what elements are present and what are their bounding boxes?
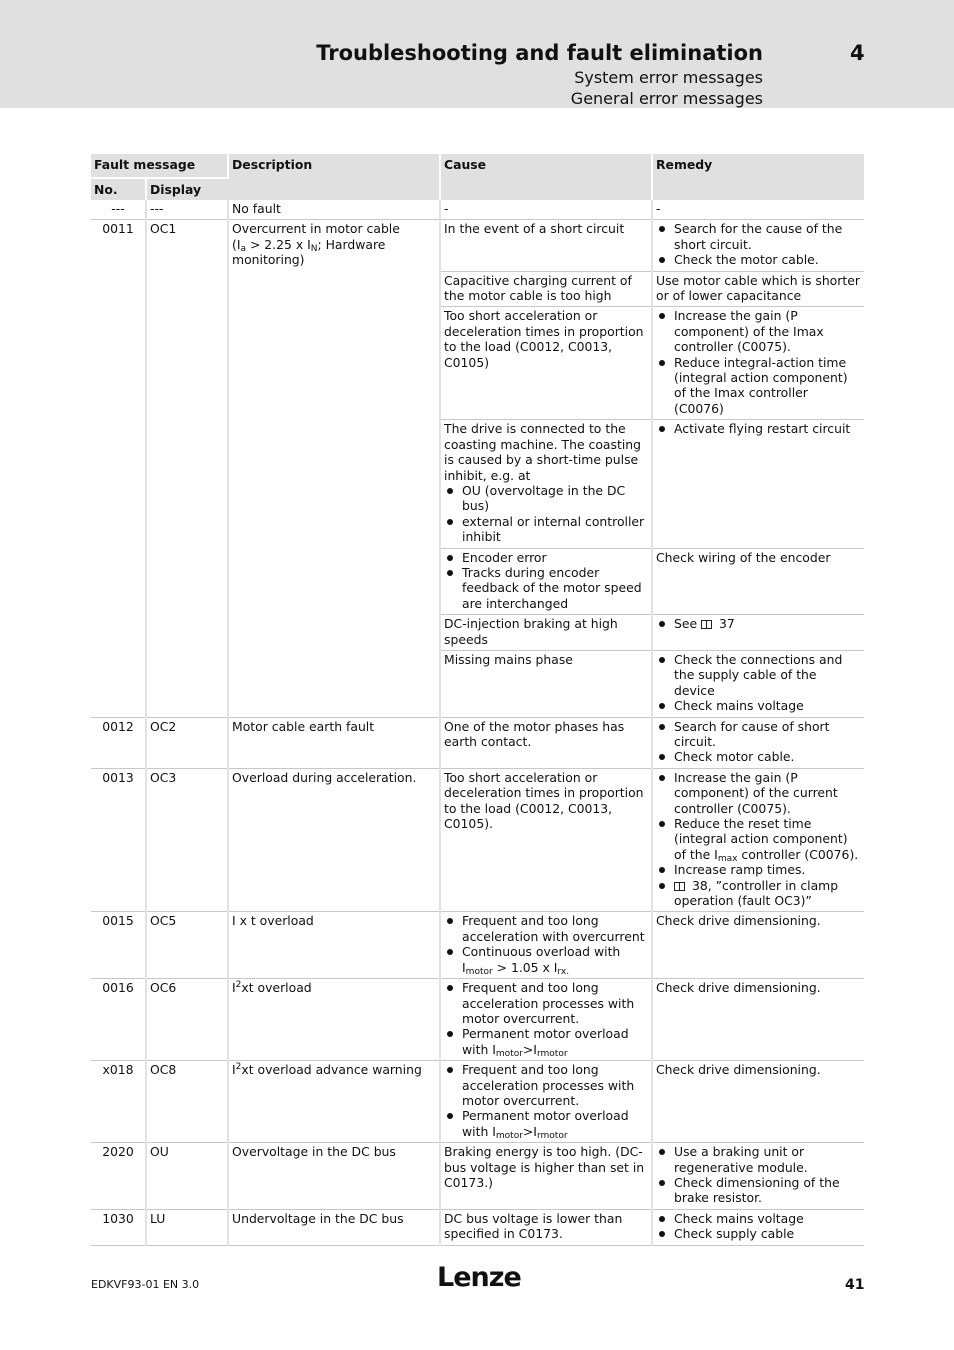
fault-cause: [440, 1061, 652, 1143]
list-item: Reduce the reset time (integral action component) of the $I_{max}$ controller (C0076).: [656, 816, 861, 862]
fault-remedy: [652, 650, 864, 717]
fault-cause: [440, 912, 652, 979]
page-reference-link[interactable]: 37: [719, 616, 735, 632]
fault-description: No fault: [228, 200, 440, 220]
list-item: Check mains voltage: [656, 1211, 861, 1226]
list-item: Permanent motor overload with $I_{motor}>I_{rmotor}$: [444, 1108, 648, 1139]
fault-remedy: Check drive dimensioning.: [652, 1061, 864, 1143]
list-item: See 37: [656, 616, 861, 631]
lenze-logo: Lenze: [437, 1262, 521, 1293]
list-item: OU (overvoltage in the DC bus): [444, 483, 648, 514]
fault-remedy: [652, 420, 864, 548]
fault-display: LU: [146, 1209, 228, 1245]
fault-number: 0012: [91, 717, 146, 768]
list-item: Frequent and too long acceleration with overcurrent: [444, 913, 648, 944]
fault-cause: Missing mains phase: [440, 650, 652, 717]
fault-number: 2020: [91, 1143, 146, 1210]
fault-description: Overcurrent in motor cable ($I_a > 2.25$ x $I_N$; Hardware monitoring): [228, 220, 440, 717]
fault-remedy: [652, 307, 864, 420]
fault-description: Overload during acceleration.: [228, 768, 440, 912]
book-icon: [674, 882, 685, 891]
list-item: [656, 878, 861, 909]
fault-number: ---: [91, 200, 146, 220]
fault-number: 0016: [91, 979, 146, 1061]
list-item: Check dimensioning of the brake resistor.: [656, 1175, 861, 1206]
table-row: [91, 1143, 864, 1210]
table-row: [91, 768, 864, 912]
fault-cause: Capacitive charging current of the motor cable is too high: [440, 271, 652, 307]
fault-cause: [440, 548, 652, 615]
fault-remedy: Use motor cable which is shorter or of lower capacitance: [652, 271, 864, 307]
fault-description: $I^2xt$ overload: [228, 979, 440, 1061]
list-item: Use a braking unit or regenerative module.: [656, 1144, 861, 1175]
list-item: Increase the gain (P component) of the Imax controller (C0075).: [656, 308, 861, 354]
fault-display: OC8: [146, 1061, 228, 1143]
list-item: Tracks during encoder feedback of the motor speed are interchanged: [444, 565, 648, 611]
fault-display: OC3: [146, 768, 228, 912]
table-row: [91, 717, 864, 768]
fault-description: Undervoltage in the DC bus: [228, 1209, 440, 1245]
fault-remedy: [652, 1143, 864, 1210]
header-display: Display: [146, 178, 228, 200]
list-item: Check supply cable: [656, 1226, 861, 1241]
fault-remedy: [652, 220, 864, 271]
fault-description: I x t overload: [228, 912, 440, 979]
list-item: Check the connections and the supply cable of the device: [656, 652, 861, 698]
fault-cause: -: [440, 200, 652, 220]
fault-cause: One of the motor phases has earth contact.: [440, 717, 652, 768]
chapter-number: 4: [850, 41, 865, 65]
table-row: [91, 220, 864, 271]
page-reference-link[interactable]: 38, ”controller in clamp operation (fault OC3)”: [674, 877, 839, 909]
fault-cause: [440, 979, 652, 1061]
fault-cause: The drive is connected to the coasting machine. The coasting is caused by a short-time pulse inhibit, e.g. at OU (overvoltage in the DC bus) external or internal controller inhibit: [440, 420, 652, 548]
fault-cause: In the event of a short circuit: [440, 220, 652, 271]
list-item: external or internal controller inhibit: [444, 514, 648, 545]
list-item: Activate flying restart circuit: [656, 421, 861, 436]
fault-remedy: [652, 1209, 864, 1245]
fault-number: 1030: [91, 1209, 146, 1245]
list-item: Check the motor cable.: [656, 252, 861, 267]
page-number: 41: [845, 1277, 865, 1293]
header-remedy: Remedy: [652, 154, 864, 200]
fault-remedy: Check wiring of the encoder: [652, 548, 864, 615]
table-row: [91, 200, 864, 220]
header-description: Description: [228, 154, 440, 200]
header-cause: Cause: [440, 154, 652, 200]
list-item: Frequent and too long acceleration processes with motor overcurrent.: [444, 1062, 648, 1108]
page-title: Troubleshooting and fault elimination: [316, 41, 763, 65]
fault-number: x018: [91, 1061, 146, 1143]
fault-remedy: -: [652, 200, 864, 220]
list-item: Reduce integral-action time (integral action component) of the Imax controller (C0076): [656, 355, 861, 417]
list-item: Search for the cause of the short circuit.: [656, 221, 861, 252]
book-icon: [701, 620, 712, 629]
fault-remedy: [652, 717, 864, 768]
fault-table: [91, 154, 864, 1246]
document-id: EDKVF93-01 EN 3.0: [91, 1278, 200, 1291]
fault-display: OC2: [146, 717, 228, 768]
list-item: Encoder error: [444, 550, 648, 565]
fault-cause: DC bus voltage is lower than specified in C0173.: [440, 1209, 652, 1245]
fault-cause: Too short acceleration or deceleration times in proportion to the load (C0012, C0013, C0105): [440, 307, 652, 420]
fault-cause: DC-injection braking at high speeds: [440, 615, 652, 651]
fault-remedy: Check drive dimensioning.: [652, 979, 864, 1061]
fault-display: OU: [146, 1143, 228, 1210]
fault-remedy: [652, 615, 864, 651]
list-item: Search for cause of short circuit.: [656, 719, 861, 750]
fault-description: Motor cable earth fault: [228, 717, 440, 768]
fault-description: $I^2xt$ overload advance warning: [228, 1061, 440, 1143]
table-row: [91, 1209, 864, 1245]
fault-display: OC1: [146, 220, 228, 717]
header-fault-message: Fault message: [91, 154, 228, 178]
subsection-title: General error messages: [570, 89, 763, 108]
list-item: Check mains voltage: [656, 698, 861, 713]
fault-remedy: Check drive dimensioning.: [652, 912, 864, 979]
fault-display: OC6: [146, 979, 228, 1061]
list-item: Increase ramp times.: [656, 862, 861, 877]
fault-display: ---: [146, 200, 228, 220]
table-row: [91, 979, 864, 1061]
fault-description: Overvoltage in the DC bus: [228, 1143, 440, 1210]
list-item: Continuous overload with $I_{motor} > 1.05$ x $I_{rx.}$: [444, 944, 648, 975]
fault-number: 0013: [91, 768, 146, 912]
section-title: System error messages: [574, 68, 763, 87]
table-row: [91, 912, 864, 979]
fault-remedy: [652, 768, 864, 912]
fault-cause: Braking energy is too high. (DC-bus voltage is higher than set in C0173.): [440, 1143, 652, 1210]
list-item: Frequent and too long acceleration processes with motor overcurrent.: [444, 980, 648, 1026]
list-item: Permanent motor overload with $I_{motor}>I_{rmotor}$: [444, 1026, 648, 1057]
fault-display: OC5: [146, 912, 228, 979]
list-item: Increase the gain (P component) of the current controller (C0075).: [656, 770, 861, 816]
header-no: No.: [91, 178, 146, 200]
fault-cause: Too short acceleration or deceleration times in proportion to the load (C0012, C0013, C0105).: [440, 768, 652, 912]
fault-number: 0011: [91, 220, 146, 717]
list-item: Check motor cable.: [656, 749, 861, 764]
table-row: [91, 1061, 864, 1143]
fault-number: 0015: [91, 912, 146, 979]
